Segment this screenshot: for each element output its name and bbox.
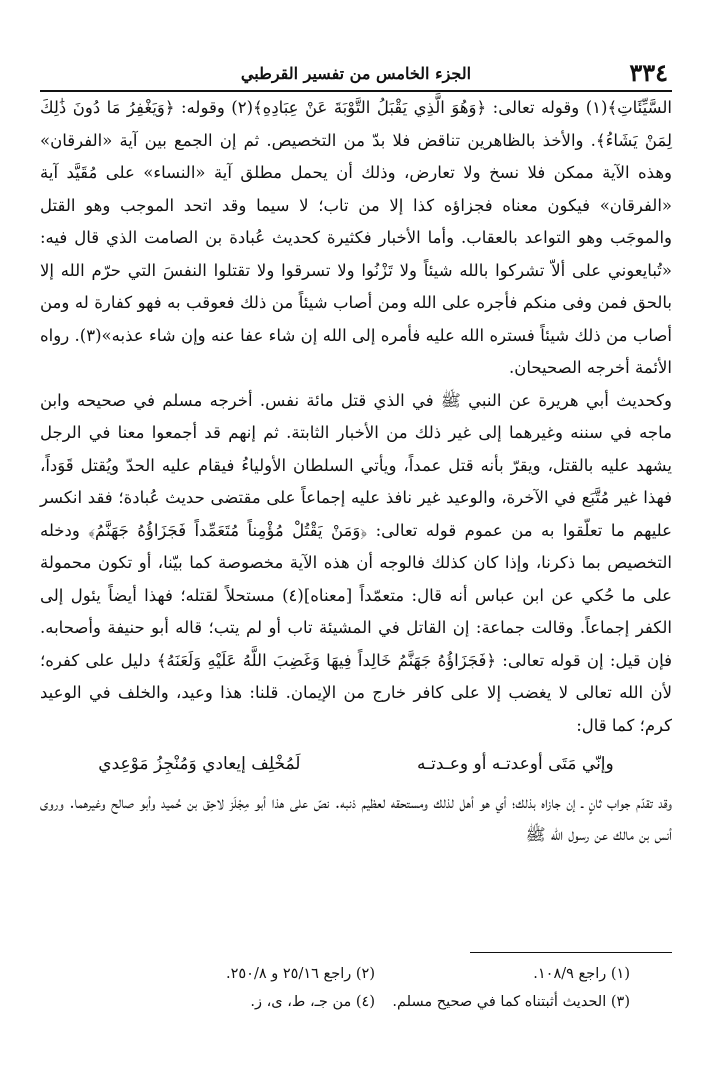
poetry-verse: [40, 748, 672, 781]
footnote-4: (٤) من جـ، ط، ى، ز.: [250, 994, 375, 1010]
body-text: [40, 92, 672, 852]
verse-first-hemistich: وإنّي مَتَى أوعدتـه أو وعـدتـه: [417, 754, 614, 774]
paragraph-1: السَّيِّئَاتِ﴾(١) وقوله تعالى: ﴿وَهُوَ الَّذِي يَقْبَلُ التَّوْبَةَ عَنْ عِبَادِهِ﴾(٢) وقوله: ﴿وَيَغْفِرُ مَا دُونَ ذَٰلِكَ لِمَنْ يَشَاءُ﴾. والأخذ بالظاهرين تناقض فلا بدّ من التخصيص. ثم إن الجمع بين آية «الفرقان» وهذه الآية ممكن فلا نسخ ولا تعارض، وذلك أن يحمل مطلق آية «النساء» على مُقَيَّد آية «الفرقان» فيكون معناه فجزاؤه كذا إلا من تاب؛ لا سيما وقد اتحد الموجب وهو القتل والموجَب وهو التواعد بالعقاب. وأما الأخبار فكثيرة كحديث عُبادة بن الصامت الذي قال فيه: «تُبايعوني على ألاّ تشركوا بالله شيئاً ولا تَزْنُوا ولا تسرقوا ولا تقتلوا النفسَ التي حرّم الله إلا بالحق فمن وفى منكم فأجره على الله ومن أصاب شيئاً من ذلك فعوقب به فهو كفارة له ومن أصاب من ذلك شيئاً فستره الله عليه فأمره إلى الله إن شاء عفا عنه وإن شاء عذبه»(٣). رواه الأئمة أخرجه الصحيحان.: [40, 98, 672, 377]
footnote-1: (١) راجع ١٠٨/٩.: [533, 966, 630, 982]
footnotes: [120, 960, 630, 1016]
footnote-3: (٣) الحديث أثبتناه كما في صحيح مسلم.: [392, 994, 630, 1010]
running-title: الجزء الخامس من تفسير القرطبي: [240, 64, 472, 83]
footnote-row: [120, 960, 630, 988]
paragraph-3: وقد تقدّم جواب ثانٍ ـ إن جازاه بذلك؛ أي هو أهل لذلك ومستحقه لعظيم ذنبه. نصّ على هذا أبو مِجْلَز لاحِق بن حُميد وأبو صالح وغيرهما. وروى أنس بن مالك عن رسول الله ﷺ: [40, 792, 672, 844]
footnote-divider: [470, 952, 672, 953]
verse-second-hemistich: لَمُخْلِف إيعادي وَمُنْجِزُ مَوْعِدي: [98, 754, 301, 774]
page-header: [40, 56, 672, 92]
paragraph-2: وكحديث أبي هريرة عن النبي ﷺ في الذي قتل مائة نفس. أخرجه مسلم في صحيحه وابن ماجه في سننه وغيرهما إلى غير ذلك من الأخبار الثابتة. ثم إنهم قد أجمعوا معنا في الرجل يشهد عليه بالقتل، ويقرّ بأنه قتل عمداً، ويأتي السلطان الأولياءُ فيقام عليه الحدّ ويُقتل قَوَداً، فهذا غير مُتَّبَع في الآخرة، والوعيد غير نافذ عليه إجماعاً على مقتضى حديث عُبادة؛ فقد انكسر عليهم ما تعلّقوا به من عموم قوله تعالى: ﴿وَمَنْ يَقْتُلْ مُؤْمِناً مُتَعَمِّداً فَجَزَاؤُهُ جَهَنَّمُ﴾ ودخله التخصيص بما ذكرنا، وإذا كان كذلك فالوجه أن هذه الآية مخصوصة كما بيّنا، أو تكون محمولة على ما حُكي عن ابن عباس أنه قال: متعمّداً [معناه](٤) مستحلاً لقتله؛ فهذا أيضاً يئول إلى الكفر إجماعاً. وقالت جماعة: إن القاتل في المشيئة تاب أو لم يتب؛ قاله أبو حنيفة وأصحابه. فإن قيل: إن قوله تعالى: ﴿فَجَزَاؤُهُ جَهَنَّمُ خَالِداً فِيهَا وَغَضِبَ اللَّهُ عَلَيْهِ وَلَعَنَهُ﴾ دليل على كفره؛ لأن الله تعالى لا يغضب إلا على كافر خارج من الإيمان. قلنا: هذا وعيد، والخلف في الوعيد كرم؛ كما قال:: [40, 390, 673, 735]
footnote-row: [120, 988, 630, 1016]
footnote-2: (٢) راجع ٢٥/١٦ و ٢٥٠/٨.: [226, 966, 375, 982]
page-number: ٣٣٤: [629, 58, 668, 87]
